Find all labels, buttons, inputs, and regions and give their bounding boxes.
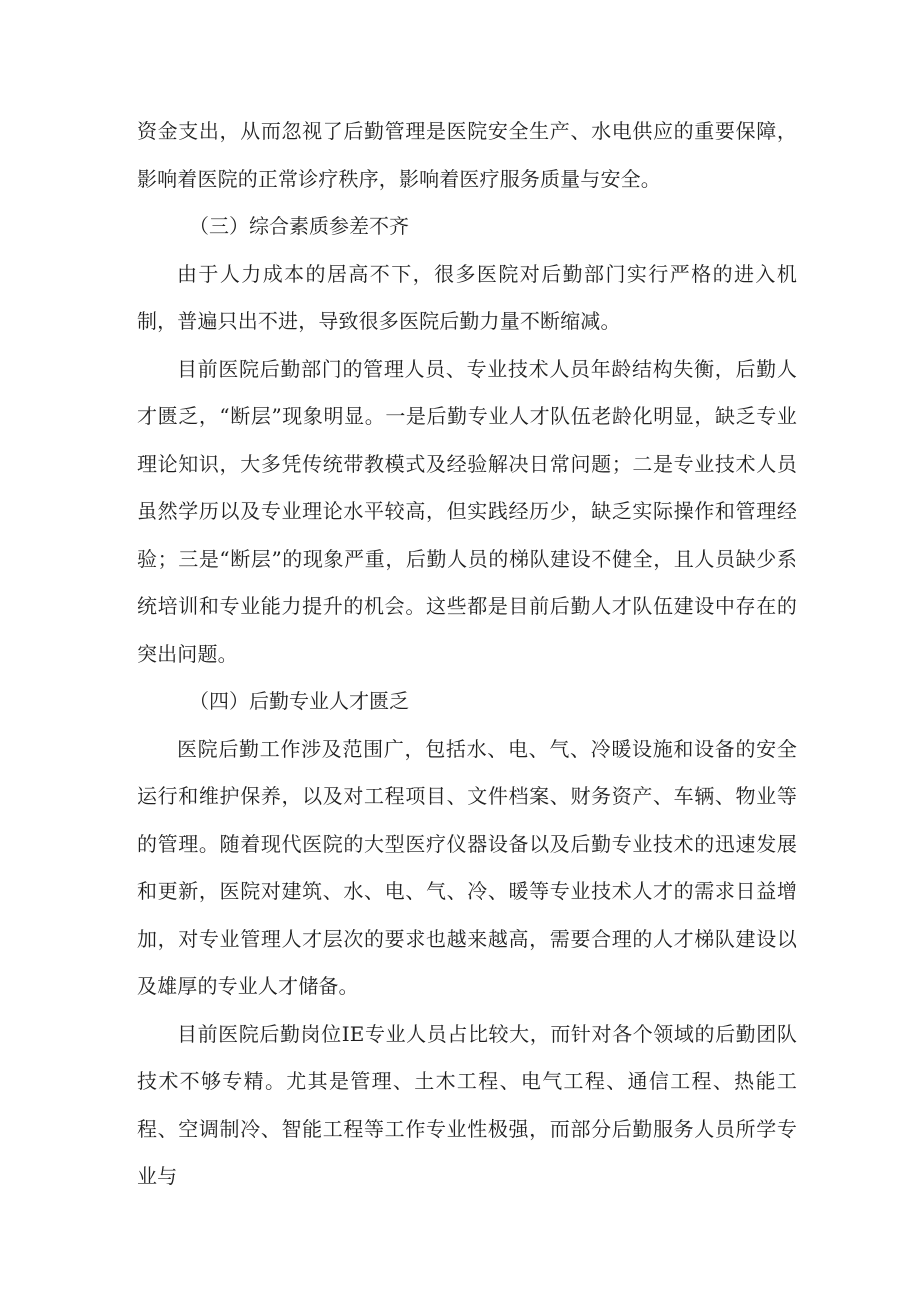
section-heading-3: （三）综合素质参差不齐 [189, 214, 409, 238]
paragraph: 由于人力成本的居高不下，很多医院对后勤部门实行严格的进入机制，普遍只出不进，导致很多医院后勤力量不断缩减。 [137, 261, 797, 333]
paragraph-continued: 资金支出，从而忽视了后勤管理是医院安全生产、水电供应的重要保障，影响着医院的正常诊疗秩序，影响着医疗服务质量与安全。 [137, 119, 797, 191]
section-heading-4: （四）后勤专业人才匮乏 [189, 689, 409, 713]
paragraph: 目前医院后勤岗位IE专业人员占比较大，而针对各个领域的后勤团队技术不够专精。尤其是管理、土木工程、电气工程、通信工程、热能工程、空调制冷、智能工程等工作专业性极强，而部分后勤服务人员所学专业与 [137, 1021, 797, 1188]
paragraph: 目前医院后勤部门的管理人员、专业技术人员年龄结构失衡，后勤人才匮乏，“断层”现象明显。一是后勤专业人才队伍老龄化明显，缺乏专业理论知识，大多凭传统带教模式及经验解决日常问题；二是专业技术人员虽然学历以及专业理论水平较高，但实践经历少，缺乏实际操作和管理经验；三是“断层”的现象严重，后勤人员的梯队建设不健全，且人员缺少系统培训和专业能力提升的机会。这些都是目前后勤人才队伍建设中存在的突出问题。 [137, 356, 797, 666]
document-body [137, 108, 797, 1201]
paragraph: 医院后勤工作涉及范围广，包括水、电、气、冷暖设施和设备的安全运行和维护保养，以及对工程项目、文件档案、财务资产、车辆、物业等的管理。随着现代医院的大型医疗仪器设备以及后勤专业技术的迅速发展和更新，医院对建筑、水、电、气、冷、暖等专业技术人才的需求日益增加，对专业管理人才层次的要求也越来越高，需要合理的人才梯队建设以及雄厚的专业人才储备。 [137, 736, 797, 998]
